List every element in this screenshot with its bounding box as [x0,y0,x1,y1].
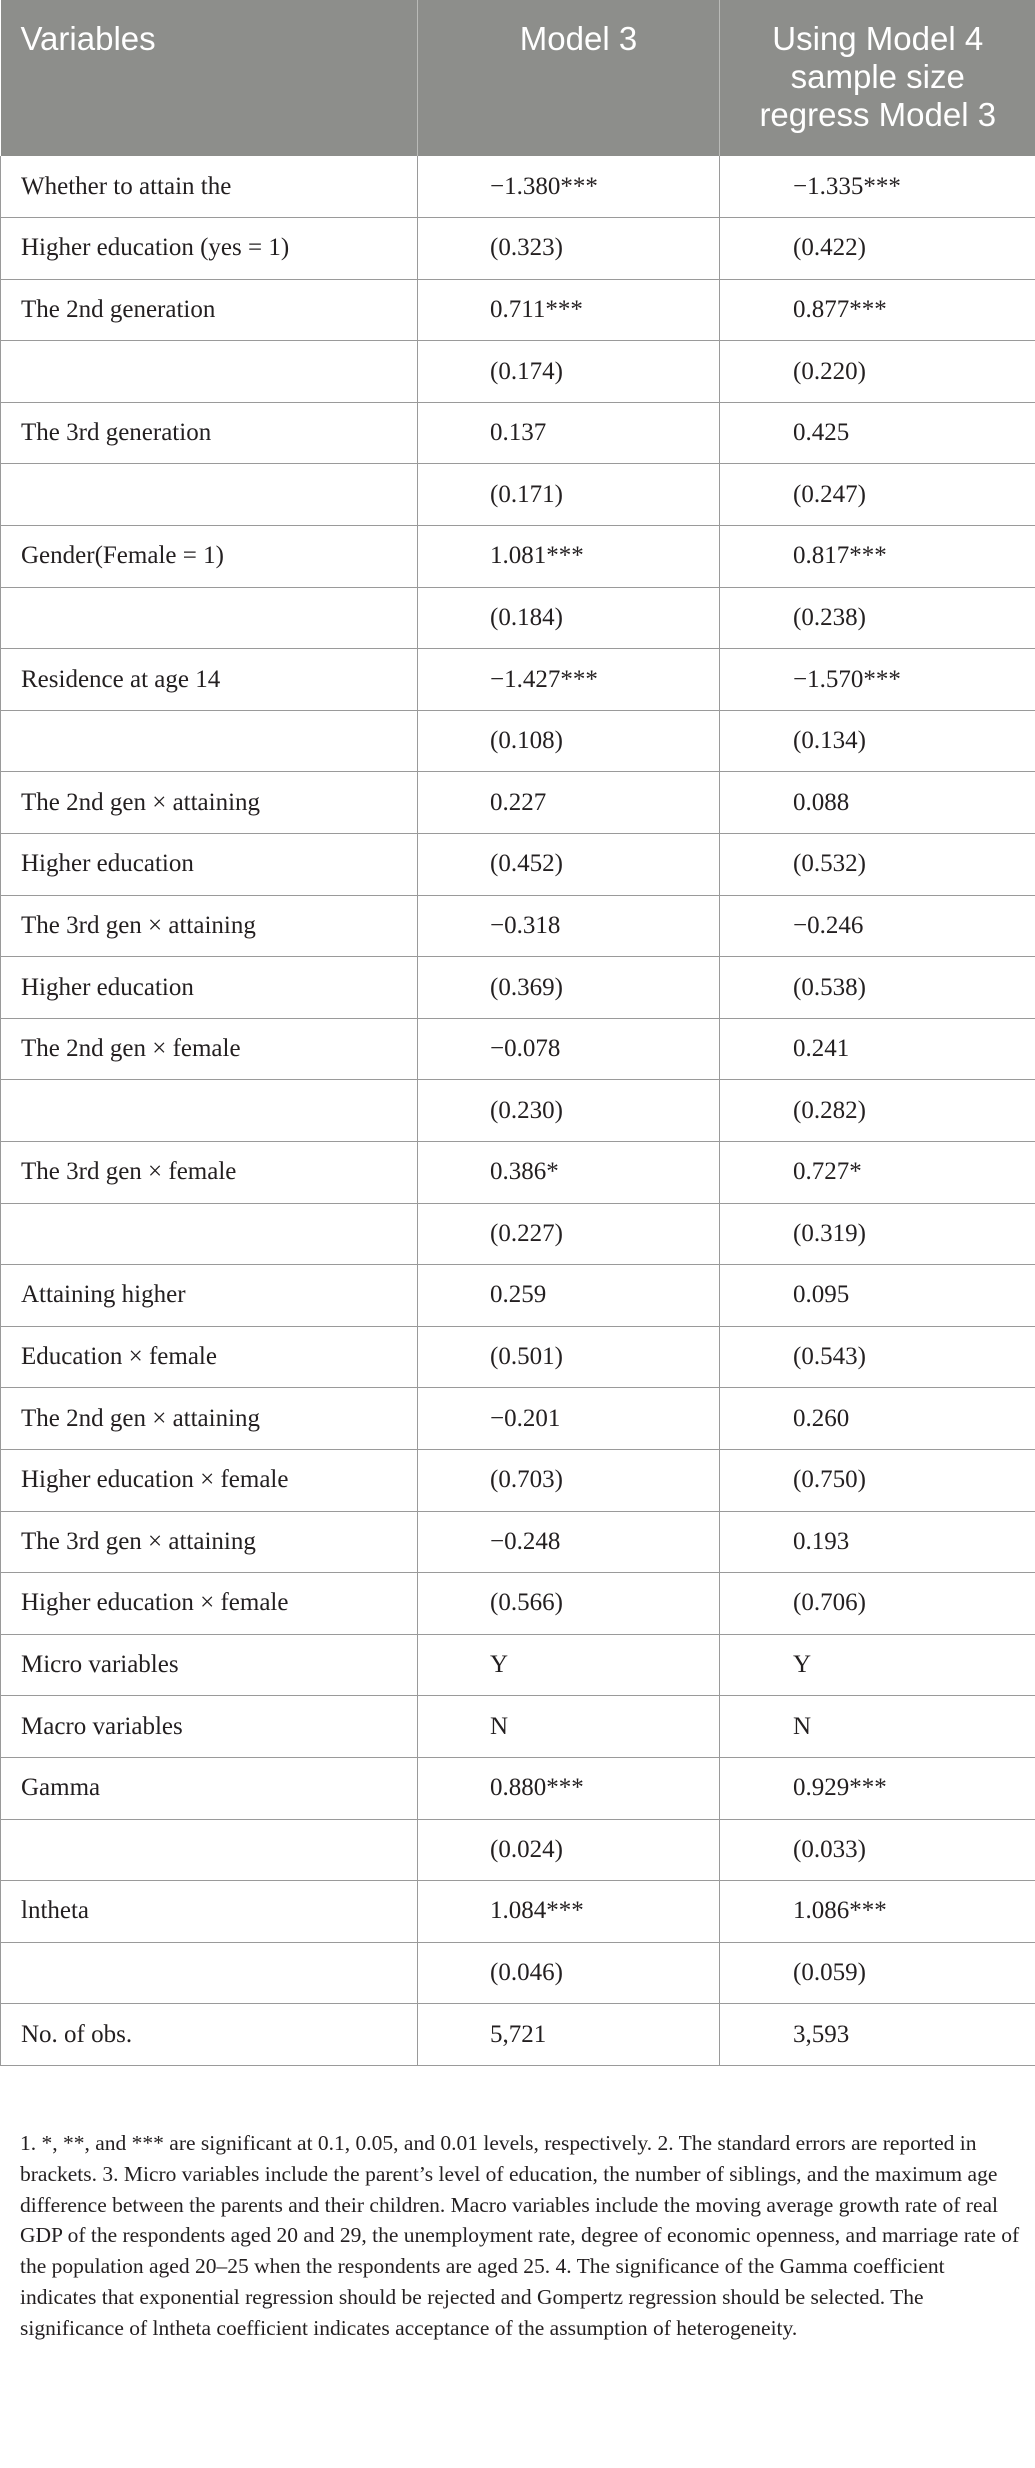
table-row [1,156,1035,218]
model-4-sample-cell: N [720,1696,1035,1758]
variable-cell: The 2nd gen × attaining [1,1388,418,1450]
table-footnotes: 1. *, **, and *** are significant at 0.1, 0.05, and 0.01 levels, respectively. 2. The standard errors are reported in brackets. 3. Micro variables include the parent’s level of education, the number of siblings, and the maximum age difference between the parents and their children. Macro variables include the moving average growth rate of real GDP of the respondents aged 20 and 29, the unemployment rate, degree of economic openness, and marriage rate of the population aged 20–25 when the respondents are aged 25. 4. The significance of the Gamma coefficient indicates that exponential regression should be rejected and Gompertz regression should be selected. The significance of lntheta coefficient indicates acceptance of the assumption of heterogeneity. [20,2131,1020,2340]
model-4-sample-cell: (0.422) [720,218,1035,280]
model-4-sample-cell: (0.247) [720,464,1035,526]
table-row [1,464,1035,526]
model-3-cell: (0.108) [418,710,720,772]
variable-cell: lntheta [1,1881,418,1943]
model-4-sample-cell: 0.929*** [720,1757,1035,1819]
table-row [1,218,1035,280]
table-row [1,1326,1035,1388]
variable-cell: The 3rd gen × female [1,1142,418,1204]
variable-cell: Higher education × female [1,1449,418,1511]
table-row [1,587,1035,649]
variable-cell: The 2nd gen × female [1,1018,418,1080]
model-3-cell: 0.137 [418,402,720,464]
table-row [1,341,1035,403]
table-row [1,649,1035,711]
model-4-sample-cell: 0.817*** [720,526,1035,588]
model-4-sample-cell: 0.095 [720,1265,1035,1327]
variable-cell: The 3rd generation [1,402,418,464]
table-row [1,1449,1035,1511]
model-3-cell: (0.566) [418,1573,720,1635]
model-3-cell: 5,721 [418,2004,720,2066]
header-variables: Variables [1,0,418,156]
model-3-cell: Y [418,1634,720,1696]
model-3-cell: (0.703) [418,1449,720,1511]
model-3-cell: −0.318 [418,895,720,957]
model-3-cell: 1.084*** [418,1881,720,1943]
variable-cell: Macro variables [1,1696,418,1758]
variable-cell [1,1080,418,1142]
model-4-sample-cell: (0.059) [720,1942,1035,2004]
model-3-cell: 0.711*** [418,279,720,341]
model-4-sample-cell: (0.532) [720,834,1035,896]
table-row [1,834,1035,896]
model-4-sample-cell: (0.033) [720,1819,1035,1881]
table-row [1,1080,1035,1142]
model-4-sample-cell: Y [720,1634,1035,1696]
model-3-cell: −0.078 [418,1018,720,1080]
table-row [1,772,1035,834]
variable-cell: Higher education [1,957,418,1019]
variable-cell [1,1942,418,2004]
variable-cell: Higher education (yes = 1) [1,218,418,280]
variable-cell: The 3rd gen × attaining [1,1511,418,1573]
table-row [1,895,1035,957]
variable-cell: Micro variables [1,1634,418,1696]
table-row [1,279,1035,341]
model-3-cell: (0.501) [418,1326,720,1388]
table-row [1,1265,1035,1327]
model-3-cell: (0.024) [418,1819,720,1881]
model-4-sample-cell: −0.246 [720,895,1035,957]
model-3-cell: (0.323) [418,218,720,280]
model-4-sample-cell: 0.241 [720,1018,1035,1080]
model-3-cell: (0.046) [418,1942,720,2004]
variable-cell: Higher education × female [1,1573,418,1635]
model-3-cell: 0.227 [418,772,720,834]
model-3-cell: (0.174) [418,341,720,403]
model-4-sample-cell: (0.750) [720,1449,1035,1511]
table-row [1,1142,1035,1204]
model-3-cell: −1.380*** [418,156,720,218]
variable-cell: Higher education [1,834,418,896]
table-row [1,2004,1035,2066]
model-4-sample-cell: (0.238) [720,587,1035,649]
variable-cell [1,1819,418,1881]
table-row [1,1203,1035,1265]
model-4-sample-cell: 0.260 [720,1388,1035,1450]
variable-cell [1,1203,418,1265]
model-4-sample-cell: (0.220) [720,341,1035,403]
table-row [1,1511,1035,1573]
model-3-cell: (0.452) [418,834,720,896]
table-row [1,957,1035,1019]
variable-cell [1,710,418,772]
table-row [1,710,1035,772]
variable-cell: Education × female [1,1326,418,1388]
variable-cell [1,341,418,403]
model-4-sample-cell: (0.282) [720,1080,1035,1142]
model-3-cell: 1.081*** [418,526,720,588]
model-3-cell: (0.227) [418,1203,720,1265]
model-4-sample-cell: −1.335*** [720,156,1035,218]
model-4-sample-cell: (0.706) [720,1573,1035,1635]
model-4-sample-cell: 0.877*** [720,279,1035,341]
model-3-cell: −0.201 [418,1388,720,1450]
model-4-sample-cell: 1.086*** [720,1881,1035,1943]
variable-cell: Whether to attain the [1,156,418,218]
model-3-cell: N [418,1696,720,1758]
header-row [1,0,1035,156]
model-3-cell: (0.171) [418,464,720,526]
model-4-sample-cell: (0.543) [720,1326,1035,1388]
model-3-cell: (0.230) [418,1080,720,1142]
variable-cell: Gender(Female = 1) [1,526,418,588]
model-3-cell: 0.880*** [418,1757,720,1819]
model-4-sample-cell: 0.088 [720,772,1035,834]
variable-cell: The 3rd gen × attaining [1,895,418,957]
variable-cell: The 2nd gen × attaining [1,772,418,834]
variable-cell [1,464,418,526]
model-3-cell: 0.259 [418,1265,720,1327]
model-3-cell: 0.386* [418,1142,720,1204]
model-4-sample-cell: (0.319) [720,1203,1035,1265]
model-4-sample-cell: 0.425 [720,402,1035,464]
variable-cell: Gamma [1,1757,418,1819]
table-row [1,526,1035,588]
table-row [1,1696,1035,1758]
model-4-sample-cell: 3,593 [720,2004,1035,2066]
model-4-sample-cell: −1.570*** [720,649,1035,711]
table-header [1,0,1035,156]
model-4-sample-cell: (0.538) [720,957,1035,1019]
table-row [1,1388,1035,1450]
model-4-sample-cell: 0.727* [720,1142,1035,1204]
table-row [1,1018,1035,1080]
variable-cell: No. of obs. [1,2004,418,2066]
model-3-cell: −0.248 [418,1511,720,1573]
model-4-sample-cell: (0.134) [720,710,1035,772]
header-model-4-sample: Using Model 4 sample size regress Model 3 [720,0,1035,156]
model-3-cell: −1.427*** [418,649,720,711]
table-row [1,1757,1035,1819]
model-4-sample-cell: 0.193 [720,1511,1035,1573]
table-row [1,402,1035,464]
table-row [1,1942,1035,2004]
table-row [1,1881,1035,1943]
table-row [1,1573,1035,1635]
table-row [1,1634,1035,1696]
variable-cell: Residence at age 14 [1,649,418,711]
table-body [1,156,1035,2065]
variable-cell: Attaining higher [1,1265,418,1327]
model-3-cell: (0.369) [418,957,720,1019]
header-model-3: Model 3 [418,0,720,156]
variable-cell: The 2nd generation [1,279,418,341]
variable-cell [1,587,418,649]
model-3-cell: (0.184) [418,587,720,649]
table-row [1,1819,1035,1881]
